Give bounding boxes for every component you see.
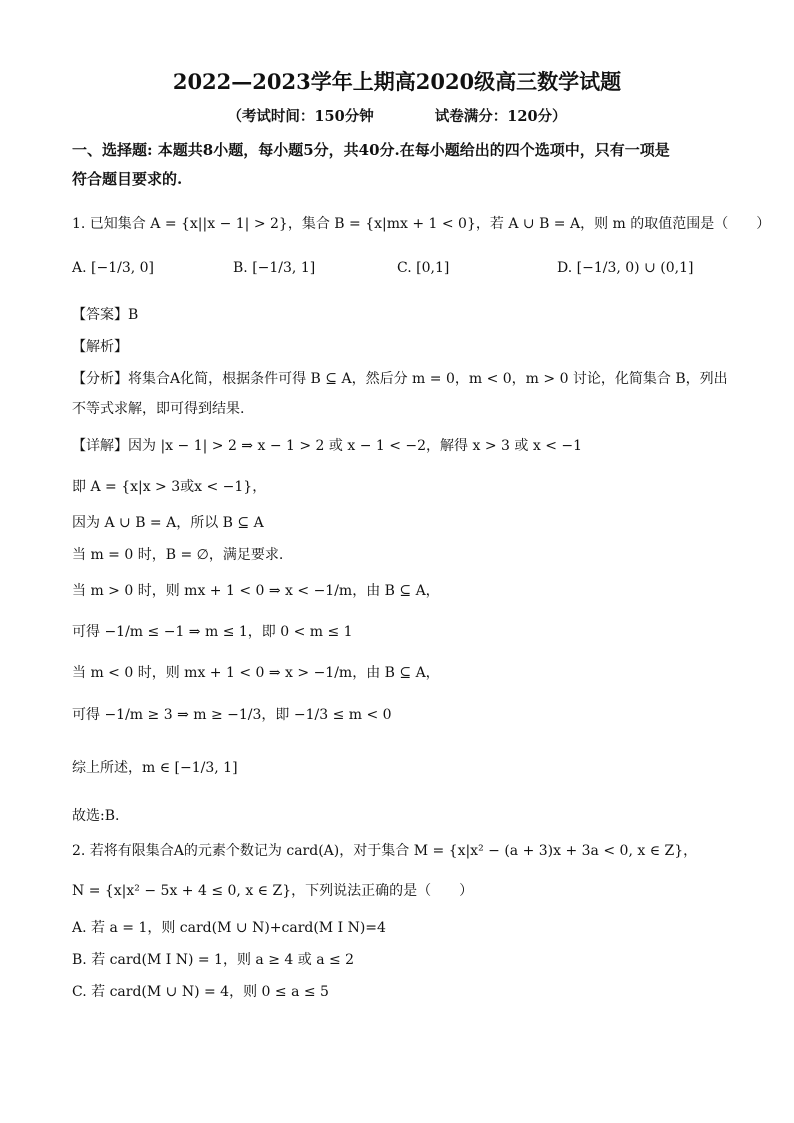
q1-detail-line6: 可得 −1/m ≤ −1 ⇒ m ≤ 1，即 0 < m ≤ 1 bbox=[72, 624, 353, 640]
q1-option-c-value: [0,1] bbox=[416, 260, 450, 276]
q1-detail-line4: 当 m = 0 时，B = ∅，满足要求. bbox=[72, 547, 284, 563]
section-heading-line1: 一、选择题: 本题共8小题，每小题5分，共40分.在每小题给出的四个选项中，只有一项是 bbox=[72, 141, 670, 159]
q1-analysis-heading: 【解析】 bbox=[72, 339, 128, 355]
q1-detail-line7: 当 m < 0 时，则 mx + 1 < 0 ⇒ x > −1/m，由 B ⊆ A， bbox=[72, 665, 440, 681]
q1-option-a-label: A. bbox=[72, 260, 87, 276]
q1-detail-line1: 【详解】因为 |x − 1| > 2 ⇒ x − 1 > 2 或 x − 1 < −2，解得 x > 3 或 x < −1 bbox=[72, 438, 583, 454]
q1-detail-line8: 可得 −1/m ≥ 3 ⇒ m ≥ −1/3，即 −1/3 ≤ m < 0 bbox=[72, 707, 392, 723]
q2-option-c: C. 若 card(M ∪ N) = 4，则 0 ≤ a ≤ 5 bbox=[72, 984, 329, 1000]
q1-option-a-value: [−1/3, 0] bbox=[91, 260, 155, 276]
q1-detail-line9: 综上所述，m ∈ [−1/3, 1] bbox=[72, 760, 238, 776]
q1-option-d-label: D. bbox=[557, 260, 573, 276]
q1-analysis-line2: 不等式求解，即可得到结果. bbox=[72, 401, 245, 417]
q2-option-b: B. 若 card(M I N) = 1，则 a ≥ 4 或 a ≤ 2 bbox=[72, 952, 355, 968]
q1-detail-line2: 即 A = {x|x > 3或x < −1}， bbox=[72, 479, 267, 495]
q1-option-b-label: B. bbox=[233, 260, 248, 276]
q1-option-d-value: [−1/3, 0) ∪ (0,1] bbox=[576, 260, 694, 276]
q1-option-b-value: [−1/3, 1] bbox=[252, 260, 316, 276]
exam-info bbox=[0, 105, 794, 126]
q1-stem: 1. 已知集合 A = {x||x − 1| > 2}，集合 B = {x|mx + 1 < 0}，若 A ∪ B = A，则 m 的取值范围是（ ） bbox=[72, 216, 771, 232]
q2-option-a: A. 若 a = 1，则 card(M ∪ N)+card(M I N)=4 bbox=[72, 920, 386, 936]
full-score: 试卷满分：120分） bbox=[434, 108, 567, 125]
q2-stem-line1: 2. 若将有限集合A的元素个数记为 card(A)，对于集合 M = {x|x² − (a + 3)x + 3a < 0, x ∈ Z}， bbox=[72, 843, 698, 859]
exam-time: （考试时间：150分钟 bbox=[227, 108, 374, 125]
q1-detail-line5: 当 m > 0 时，则 mx + 1 < 0 ⇒ x < −1/m，由 B ⊆ A， bbox=[72, 583, 440, 599]
q1-detail-line3: 因为 A ∪ B = A，所以 B ⊆ A bbox=[72, 515, 264, 531]
q1-analysis-line1: 【分析】将集合A化简，根据条件可得 B ⊆ A，然后分 m = 0，m < 0，m > 0 讨论，化简集合 B，列出 bbox=[72, 371, 728, 387]
q2-stem-line2: N = {x|x² − 5x + 4 ≤ 0, x ∈ Z}，下列说法正确的是（ ） bbox=[72, 883, 474, 899]
q1-answer: 【答案】B bbox=[72, 307, 139, 323]
q1-option-b bbox=[233, 257, 315, 279]
page-title: 2022—2023学年上期高2020级高三数学试题 bbox=[172, 69, 622, 94]
q1-option-c-label: C. bbox=[397, 260, 412, 276]
q1-option-d bbox=[557, 257, 693, 279]
q1-option-c bbox=[397, 257, 449, 279]
q1-option-a bbox=[72, 257, 154, 279]
q1-choose: 故选:B. bbox=[72, 808, 120, 824]
section-heading-line2: 符合题目要求的. bbox=[72, 170, 183, 188]
